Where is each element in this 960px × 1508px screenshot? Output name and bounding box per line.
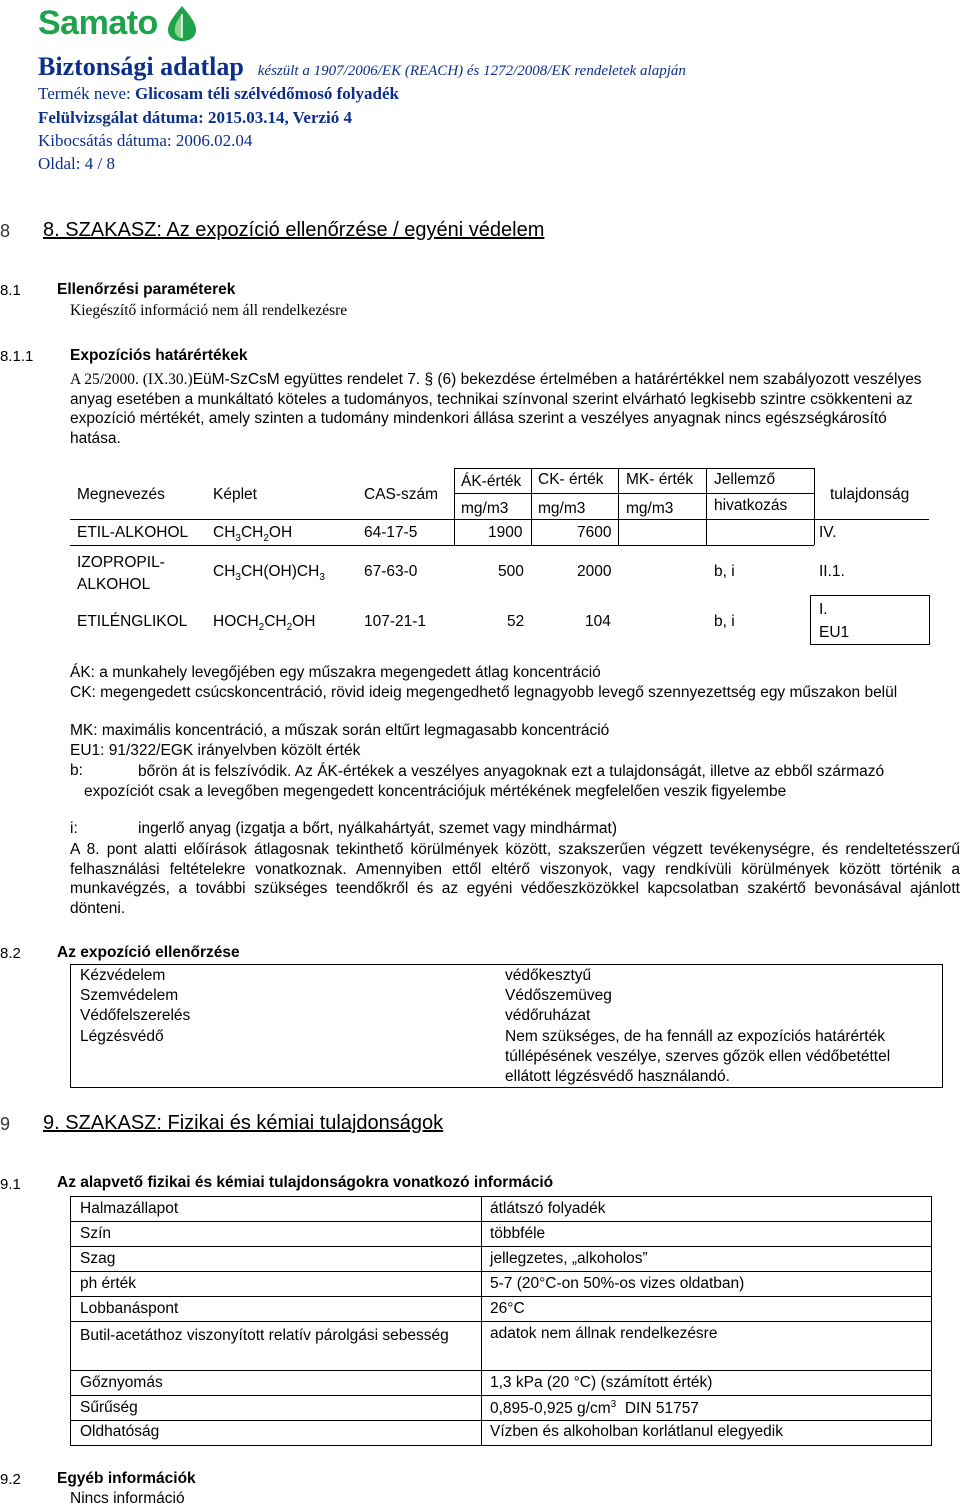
row3-cas: 107-21-1 [364,613,427,630]
th-mk: MK- érték [626,471,694,488]
th-ak: ÁK-érték [461,473,522,490]
s81-number: 8.1 [0,282,21,299]
row3-ak: 52 [507,613,525,630]
row1-prop: IV. [819,524,837,541]
s81-text: Kiegészítő információ nem áll rendelkezésre [70,302,348,319]
th-hivatkozas: hivatkozás [714,497,788,514]
product-name: Glicosam téli szélvédőmosó folyadék [135,84,399,103]
prop-value-3: jellegzetes, „alkoholos” [490,1250,648,1267]
th-unit-ak: mg/m3 [461,500,509,517]
prop-label-9: Oldhatóság [80,1423,160,1440]
row1-ak: 1900 [488,524,523,541]
note-a8: A 8. pont alatti előírások átlagosnak tekinthető körülmények között, szakszerűen végzett tevékenységre, és rendeltetésszerű felhasználási feltételekre vonatkoznak. Amennyiben ettől eltérő viszonyok, vagy rendkívüli körülmények között történik a munkavégzés, a további szükséges teendőkről és az egyéni védőeszközökkel kapcsolatban szakértő bevonásával ajánlott dönteni. [70,841,960,917]
prot-label-1: Kézvédelem [80,967,166,984]
section8-title: 8. SZAKASZ: Az expozíció ellenőrzése / egyéni védelem [43,219,545,241]
row2-ck: 2000 [577,563,612,580]
product-label: Termék neve: [38,84,131,103]
product-line [38,84,399,104]
review-line: Felülvizsgálat dátuma: 2015.03.14, Verzió 4 [38,108,353,127]
row2-prop: II.1. [819,563,845,580]
row3-ck: 104 [585,613,611,630]
prop-value-1: átlátszó folyadék [490,1200,606,1217]
note-ak: ÁK: a munkahely levegőjében egy műszakra megengedett átlag koncentráció [70,664,601,681]
section9-number: 9 [0,1114,11,1134]
doc-title: Biztonsági adatlap [38,52,244,81]
section8-number: 8 [0,221,11,241]
density-sup: 3 [610,1399,617,1410]
row3-prop2: EU1 [819,624,850,641]
prop-value-2: többféle [490,1225,546,1242]
intro-text: EüM-SzCsM együttes rendelet 7. § (6) bekezdése értelmében a határértékkel nem szabályozott veszélyes anyag esetében a munkáltató köteles a tudományos, technikai színvonal szerint elvárható legkisebb szintre csökkenteni az expozíció mértékét, amely szinten a tudomány mindenkori állása szerint a veszélyes anyagnak nincs egészségkárosító hatása. [70,371,922,447]
row2-formula: $CH_3CH(OH)CH_3$ [213,563,325,584]
th-jellemzo: Jellemző [714,471,776,488]
doc-title-line [38,52,686,82]
row1-formula: $CH_3CH_2OH$ [213,524,293,545]
row3-prop: I. [819,601,828,618]
th-ck: CK- érték [538,471,604,488]
prop-label-1: Halmazállapot [80,1200,179,1217]
page-line: Oldal: 4 / 8 [38,154,115,173]
prot-label-2: Szemvédelem [80,987,179,1004]
row1-ck: 7600 [577,524,612,541]
row3-name: ETILÉNGLIKOL [77,613,188,630]
th-unit-ck: mg/m3 [538,500,586,517]
prop-label-8: Sűrűség [80,1399,138,1416]
prot-label-4: Légzésvédő [80,1028,164,1045]
s92-title: Egyéb információk [57,1470,196,1487]
th-cas: CAS-szám [364,486,439,503]
prop-value-6: adatok nem állnak rendelkezésre [490,1325,718,1342]
prop-label-5: Lobbanáspont [80,1300,179,1317]
company-logo [38,4,200,44]
doc-subtitle: készült a 1907/2006/EK (REACH) és 1272/2008/EK rendeletek alapján [257,63,686,79]
row2-name: IZOPROPIL-ALKOHOL [77,554,165,593]
th-formula: Képlet [213,486,257,503]
s91-title: Az alapvető fizikai és kémiai tulajdonságokra vonatkozó információ [57,1174,554,1191]
note-mk: MK: maximális koncentráció, a műszak során eltűrt legmagasabb koncentráció [70,722,610,739]
prot-value-3: védőruházat [505,1007,591,1024]
prot-value-4: Nem szükséges, de ha fennáll az expozíciós határérték túllépésének veszélye, szerves gőzök ellen védőbetéttel ellátott légzésvédő használandó. [505,1028,891,1085]
s92-text: Nincs információ [70,1490,185,1507]
row2-ref: b, i [714,563,735,580]
issue-line: Kibocsátás dátuma: 2006.02.04 [38,131,253,150]
note-ck: CK: megengedett csúcskoncentráció, rövid ideig megengedhető legnagyobb levegő szennyezettség egy műszakon belül [70,684,898,701]
row1-cas: 64-17-5 [364,524,418,541]
s82-title: Az expozíció ellenőrzése [57,944,240,961]
note-b-key: b: [70,762,83,779]
s81-title: Ellenőrzési paraméterek [57,281,236,298]
section9-title: 9. SZAKASZ: Fizikai és kémiai tulajdonságok [43,1112,444,1134]
th-tulajdonsag: tulajdonság [830,486,910,503]
note-i-text: ingerlő anyag (izgatja a bőrt, nyálkahártyát, szemet vagy mindhármat) [138,820,618,837]
note-b-text: bőrön át is felszívódik. Az ÁK-értékek a veszélyes anyagoknak ezt a tulajdonságát, illetve az ebből származó expozíciót csak a levegőben megengedett koncentrációjuk mértékének megfelelően veszik figyelembe [84,763,885,800]
row3-ref: b, i [714,613,735,630]
leaf-drop-icon [164,4,200,42]
row2-ak: 500 [498,563,524,580]
prop-value-7: 1,3 kPa (20 °C) (számított érték) [490,1374,713,1391]
prot-value-1: védőkesztyű [505,967,592,984]
prop-label-2: Szín [80,1225,112,1242]
row3-formula: $HOCH_2CH_2OH$ [213,613,316,634]
logo-text: Samato [38,4,158,42]
th-unit-mk: mg/m3 [626,500,674,517]
prop-value-5: 26°C [490,1300,525,1317]
note-eu1: EU1: 91/322/EGK irányelvben közölt érték [70,742,361,759]
s91-number: 9.1 [0,1176,21,1193]
th-name: Megnevezés [77,486,165,503]
s811-title: Expozíciós határértékek [70,347,248,364]
prop-value-9: Vízben és alkoholban korlátlanul elegyedik [490,1423,783,1440]
s92-number: 9.2 [0,1471,21,1488]
limits-intro [70,370,938,448]
s82-number: 8.2 [0,945,21,962]
intro-regulation: A 25/2000. (IX.30.) [70,371,193,388]
prop-value-4: 5-7 (20°C-on 50%-os vizes oldatban) [490,1275,745,1292]
prop-label-7: Gőznyomás [80,1374,163,1391]
note-i-key: i: [70,820,78,837]
s811-number: 8.1.1 [0,348,34,365]
prop-label-3: Szag [80,1250,116,1267]
prot-label-3: Védőfelszerelés [80,1007,191,1024]
prop-label-6: Butil-acetáthoz viszonyított relatív párolgási sebesség [80,1327,449,1344]
prop-label-4: ph érték [80,1275,137,1292]
row1-name: ETIL-ALKOHOL [77,524,189,541]
row2-cas: 67-63-0 [364,563,418,580]
prot-value-2: Védőszemüveg [505,987,612,1004]
density-std: DIN 51757 [624,1400,699,1418]
prop-value-8: 0,895-0,925 $g/cm^3$ DIN 51757 [490,1399,699,1418]
